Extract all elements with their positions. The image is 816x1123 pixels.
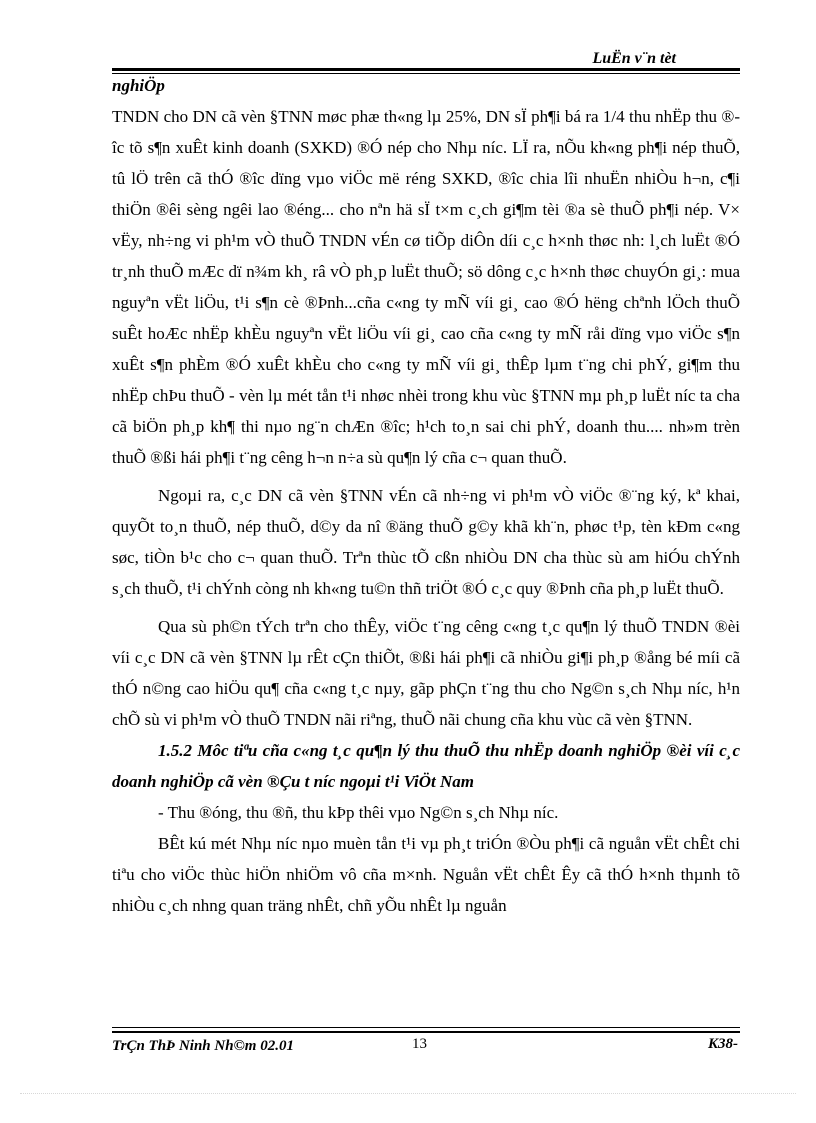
body-text bbox=[112, 70, 740, 921]
continuation-heading: nghiÖp bbox=[112, 76, 165, 95]
footer-author: TrÇn ThÞ Ninh Nh©m 02.01 bbox=[112, 1038, 294, 1054]
section-heading: 1.5.2 Môc tiªu cña c«ng t¸c qu¶n lý thu thuÕ thu nhËp doanh nghiÖp ®èi víi c¸c doanh nghiÖp cã vèn ®Çu t níc ngoµi t¹i ViÖt Nam bbox=[112, 741, 740, 791]
page-number: 13 bbox=[412, 1036, 427, 1052]
bullet-item: - Thu ®óng, thu ®ñ, thu kÞp thêi vµo Ng©n s¸ch Nhµ níc. bbox=[158, 803, 559, 822]
footer-class-code: K38- bbox=[708, 1036, 738, 1052]
header-title: LuËn v¨n tèt bbox=[592, 50, 676, 67]
paragraph-1: TNDN cho DN cã vèn §TNN møc phæ th«ng lµ 25%, DN sÏ ph¶i bá ra 1/4 thu nhËp thu ®îc tõ s¶n xuÊt kinh doanh (SXKD) ®Ó nép cho Nhµ níc. LÏ ra, nÕu kh«ng ph¶i nép thuÕ, tû lÖ trên cã thÓ ®îc dïng vµo viÖc më réng SXKD, ®îc chia lîi nhuËn nhiÒu h¬n, c¶i thiÖn ®êi sèng ngêi lao ®éng... cho nªn hä sÏ t×m c¸ch gi¶m tèi ®a sè thuÕ ph¶i nép. V× vËy, nh÷ng vi ph¹m vÒ thuÕ TNDN vÉn cø tiÕp diÔn díi c¸c h×nh thøc nh: l¸ch luËt ®Ó tr¸nh thuÕ mÆc dï n¾m kh¸ râ vÒ ph¸p luËt thuÕ; sö dông c¸c h×nh thøc chuyÓn gi¸: mua nguyªn vËt liÖu, t¹i s¶n cè ®Þnh...cña c«ng ty mÑ víi gi¸ cao ®Ó hëng chªnh lÖch thuÕ suÊt hoÆc nhËp khÈu nguyªn vËt liÖu víi gi¸ cao cña c«ng ty mÑ råi dïng vµo viÖc s¶n xuÊt s¶n phÈm ®Ó xuÊt khÈu cho c«ng ty mÑ víi gi¸ thÊp lµm t¨ng chi phÝ, gi¶m thu nhËp chÞu thuÕ - vèn lµ mét tån t¹i nhøc nhèi trong khu vùc §TNN mµ ph¸p luËt níc ta cha cã biÖn ph¸p kh¶ thi nµo ng¨n chÆn ®îc; h¹ch to¸n sai chi phÝ, doanh thu.... nh»m trèn thuÕ ®ßi hái ph¶i t¨ng cêng h¬n n÷a sù qu¶n lý cña c¬ quan thuÕ. bbox=[112, 107, 740, 467]
paragraph-2: Ngoµi ra, c¸c DN cã vèn §TNN vÉn cã nh÷ng vi ph¹m vÒ viÖc ®¨ng ký, kª khai, quyÕt to¸n thuÕ, nép thuÕ, d©y da nî ®äng thuÕ g©y khã kh¨n, phøc t¹p, tèn kÐm c«ng søc, tiÒn b¹c cho c¬ quan thuÕ. Trªn thùc tÕ cßn nhiÒu DN cha thùc sù am hiÓu chÝnh s¸ch thuÕ, t¹i chÝnh còng nh kh«ng tu©n thñ triÖt ®Ó c¸c quy ®Þnh cña ph¸p luËt thuÕ. bbox=[112, 486, 740, 598]
page-edge-divider bbox=[20, 1093, 796, 1094]
paragraph-4: BÊt kú mét Nhµ níc nµo muèn tån t¹i vµ ph¸t triÓn ®Òu ph¶i cã nguån vËt chÊt chi tiªu cho viÖc thùc hiÖn nhiÖm vô cña m×nh. Nguån vËt chÊt Êy cã thÓ h×nh thµnh tõ nhiÒu c¸ch nhng quan träng nhÊt, chñ yÕu nhÊt lµ nguån bbox=[112, 834, 740, 915]
footer-rule-thin bbox=[112, 1027, 740, 1028]
footer-rule-thick bbox=[112, 1031, 740, 1033]
paragraph-3: Qua sù ph©n tÝch trªn cho thÊy, viÖc t¨ng cêng c«ng t¸c qu¶n lý thuÕ TNDN ®èi víi c¸c DN cã vèn §TNN lµ rÊt cÇn thiÕt, ®ßi hái ph¶i cã nhiÒu gi¶i ph¸p ®ång bé míi cã thÓ n©ng cao hiÖu qu¶ cña c«ng t¸c nµy, gãp phÇn t¨ng thu cho Ng©n s¸ch Nhµ níc, h¹n chÕ sù vi ph¹m vÒ thuÕ TNDN nãi riªng, thuÕ nãi chung cña khu vùc cã vèn §TNN. bbox=[112, 617, 740, 729]
